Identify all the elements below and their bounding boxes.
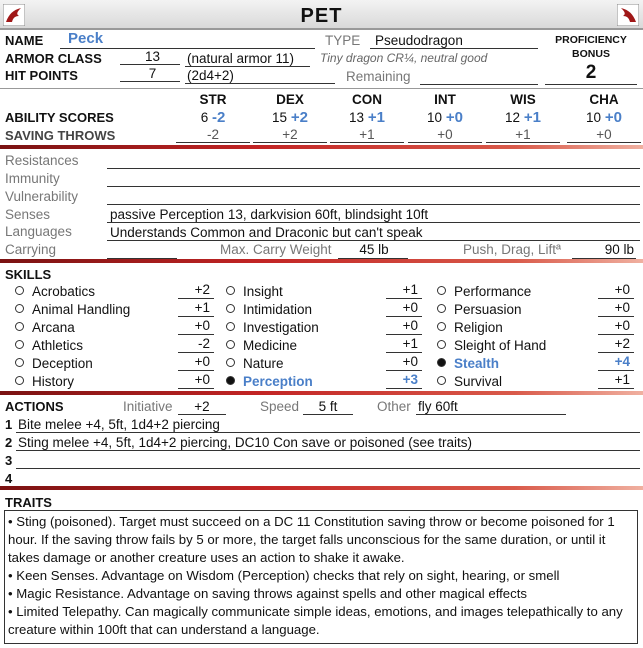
ability-modifier: +0 bbox=[604, 109, 622, 126]
trait-line: • Sting (poisoned). Target must succeed on a DC 11 Constitution saving throw or become poisoned for 1 hour. If the saving throw fails by 5 or more, the target falls unconscious for the same duration, or until it takes damage or another creature uses an action to shake it awake. bbox=[8, 514, 615, 565]
armor-note: (natural armor 11) bbox=[187, 51, 295, 66]
proficient-dot-icon[interactable] bbox=[226, 376, 235, 385]
senses-value[interactable]: passive Perception 13, darkvision 60ft, blindsight 10ft bbox=[110, 207, 429, 222]
languages-label: Languages bbox=[5, 224, 72, 239]
skill-name: Insight bbox=[243, 284, 283, 299]
skill-history[interactable] bbox=[15, 374, 74, 389]
skill-modifier[interactable]: +1 bbox=[614, 372, 630, 387]
proficiency-label: PROFICIENCY BONUS bbox=[555, 34, 627, 60]
trait-line: • Limited Telepathy. Can magically communicate simple ideas, emotions, and images telepathically to any creature within 100ft that can understand a language. bbox=[8, 604, 623, 637]
traits-box[interactable] bbox=[4, 510, 638, 644]
ability-header-str: STR bbox=[199, 92, 227, 107]
unproficient-dot-icon[interactable] bbox=[15, 322, 24, 331]
ability-score-value: 12 bbox=[505, 110, 521, 125]
unproficient-dot-icon[interactable] bbox=[437, 286, 446, 295]
unproficient-dot-icon[interactable] bbox=[226, 340, 235, 349]
ability-score-value: 6 bbox=[200, 110, 209, 125]
ability-score-wis[interactable] bbox=[488, 109, 558, 126]
ability-score-con[interactable] bbox=[332, 109, 402, 126]
senses-label: Senses bbox=[5, 207, 51, 222]
skill-name: Athletics bbox=[32, 338, 84, 353]
skill-athletics[interactable] bbox=[15, 338, 83, 353]
hit-points-value[interactable]: 7 bbox=[148, 66, 157, 81]
saving-throw-cha[interactable]: +0 bbox=[596, 127, 612, 142]
skill-performance[interactable] bbox=[437, 284, 531, 299]
skill-name: Sleight of Hand bbox=[454, 338, 547, 353]
immunity-label: Immunity bbox=[5, 171, 60, 186]
skill-modifier[interactable]: +0 bbox=[614, 318, 630, 333]
skill-name: Deception bbox=[32, 356, 93, 371]
traits-label: TRAITS bbox=[5, 495, 52, 510]
section-divider bbox=[0, 145, 643, 149]
saving-throws-label: SAVING THROWS bbox=[5, 128, 116, 143]
unproficient-dot-icon[interactable] bbox=[226, 304, 235, 313]
skill-name: Intimidation bbox=[243, 302, 313, 317]
unproficient-dot-icon[interactable] bbox=[15, 340, 24, 349]
push-drag-lift-value[interactable]: 90 lb bbox=[604, 242, 634, 257]
skill-name: Religion bbox=[454, 320, 503, 335]
unproficient-dot-icon[interactable] bbox=[226, 358, 235, 367]
saving-throw-wis[interactable]: +1 bbox=[515, 127, 531, 142]
ability-score-value: 15 bbox=[272, 110, 288, 125]
skill-modifier[interactable]: -2 bbox=[197, 336, 210, 351]
skill-name: Survival bbox=[454, 374, 503, 389]
skill-insight[interactable] bbox=[226, 284, 283, 299]
skill-name: Medicine bbox=[243, 338, 298, 353]
saving-throw-int[interactable]: +0 bbox=[437, 127, 453, 142]
skill-investigation[interactable] bbox=[226, 320, 319, 335]
unproficient-dot-icon[interactable] bbox=[437, 304, 446, 313]
skill-medicine[interactable] bbox=[226, 338, 297, 353]
skill-modifier[interactable]: +1 bbox=[402, 336, 418, 351]
action-number: 4 bbox=[5, 471, 13, 486]
skill-name: Persuasion bbox=[454, 302, 522, 317]
speed-value[interactable]: 5 ft bbox=[318, 399, 338, 414]
skill-modifier[interactable]: +4 bbox=[614, 354, 630, 369]
skill-name: Performance bbox=[454, 284, 532, 299]
skill-name: Investigation bbox=[243, 320, 319, 335]
skills-label: SKILLS bbox=[5, 267, 52, 282]
proficiency-bonus[interactable]: 2 bbox=[585, 62, 597, 83]
skill-modifier[interactable]: +1 bbox=[402, 282, 418, 297]
ability-score-value: 10 bbox=[586, 110, 602, 125]
ability-score-dex[interactable] bbox=[255, 109, 325, 126]
unproficient-dot-icon[interactable] bbox=[226, 322, 235, 331]
skill-name: Acrobatics bbox=[32, 284, 96, 299]
action-number: 2 bbox=[5, 435, 13, 450]
skill-name: Stealth bbox=[454, 356, 500, 371]
ability-score-value: 10 bbox=[427, 110, 443, 125]
speed-label: Speed bbox=[260, 399, 300, 414]
saving-throw-con[interactable]: +1 bbox=[359, 127, 375, 142]
ability-header-int: INT bbox=[434, 92, 456, 107]
skill-modifier[interactable]: +2 bbox=[194, 282, 210, 297]
skill-name: Nature bbox=[243, 356, 284, 371]
skill-modifier[interactable]: +1 bbox=[194, 300, 210, 315]
ability-score-cha[interactable] bbox=[569, 109, 639, 126]
type-label: TYPE bbox=[325, 33, 361, 48]
skill-modifier[interactable]: +0 bbox=[402, 318, 418, 333]
unproficient-dot-icon[interactable] bbox=[437, 322, 446, 331]
name-label: NAME bbox=[5, 33, 44, 48]
action-number: 3 bbox=[5, 453, 13, 468]
pet-type[interactable]: Pseudodragon bbox=[375, 33, 463, 48]
actions-label: ACTIONS bbox=[5, 399, 64, 414]
initiative-label: Initiative bbox=[123, 399, 173, 414]
section-divider bbox=[0, 391, 643, 395]
skill-perception[interactable] bbox=[226, 374, 313, 389]
saving-throw-dex[interactable]: +2 bbox=[282, 127, 298, 142]
skill-survival[interactable] bbox=[437, 374, 502, 389]
action-text[interactable]: Sting melee +4, 5ft, 1d4+2 piercing, DC10 Con save or poisoned (see traits) bbox=[18, 435, 473, 450]
unproficient-dot-icon[interactable] bbox=[15, 376, 24, 385]
unproficient-dot-icon[interactable] bbox=[437, 340, 446, 349]
ability-header-cha: CHA bbox=[589, 92, 619, 107]
skill-religion[interactable] bbox=[437, 320, 503, 335]
ability-score-value: 13 bbox=[349, 110, 365, 125]
skill-modifier[interactable]: +3 bbox=[402, 372, 418, 387]
remaining-label: Remaining bbox=[346, 69, 411, 84]
proficient-dot-icon[interactable] bbox=[437, 358, 446, 367]
skill-intimidation[interactable] bbox=[226, 302, 312, 317]
unproficient-dot-icon[interactable] bbox=[15, 304, 24, 313]
ability-modifier: +1 bbox=[523, 109, 541, 126]
ability-scores-label: ABILITY SCORES bbox=[5, 110, 114, 125]
skill-name: Arcana bbox=[32, 320, 75, 335]
max-carry-value[interactable]: 45 lb bbox=[359, 242, 389, 257]
ability-score-int[interactable] bbox=[410, 109, 480, 126]
ability-header-dex: DEX bbox=[276, 92, 304, 107]
saving-throw-str[interactable]: -2 bbox=[206, 127, 219, 142]
skill-acrobatics[interactable] bbox=[15, 284, 95, 299]
resistances-label: Resistances bbox=[5, 153, 79, 168]
skill-modifier[interactable]: +0 bbox=[194, 372, 210, 387]
ability-header-wis: WIS bbox=[510, 92, 536, 107]
skill-animal-handling[interactable] bbox=[15, 302, 130, 317]
section-divider bbox=[0, 259, 643, 263]
skill-modifier[interactable]: +0 bbox=[614, 300, 630, 315]
skill-modifier[interactable]: +0 bbox=[614, 282, 630, 297]
unproficient-dot-icon[interactable] bbox=[15, 358, 24, 367]
other-speed-label: Other bbox=[377, 399, 411, 414]
skill-nature[interactable] bbox=[226, 356, 284, 371]
type-subtitle: Tiny dragon CR¼, neutral good bbox=[320, 51, 488, 65]
push-drag-lift-label: Push, Drag, Liftª bbox=[463, 242, 562, 257]
skill-modifier[interactable]: +0 bbox=[402, 300, 418, 315]
unproficient-dot-icon[interactable] bbox=[437, 376, 446, 385]
trait-line: • Magic Resistance. Advantage on saving throws against spells and other magical effects bbox=[8, 586, 527, 601]
pet-name[interactable]: Peck bbox=[68, 30, 104, 47]
initiative-value[interactable]: +2 bbox=[194, 399, 210, 414]
ability-modifier: +2 bbox=[290, 109, 308, 126]
skill-arcana[interactable] bbox=[15, 320, 75, 335]
languages-value[interactable]: Understands Common and Draconic but can't speak bbox=[110, 225, 423, 240]
ability-score-str[interactable] bbox=[178, 109, 248, 126]
action-text[interactable]: Bite melee +4, 5ft, 1d4+2 piercing bbox=[18, 417, 220, 432]
skill-name: Perception bbox=[243, 374, 313, 389]
skill-modifier[interactable]: +0 bbox=[194, 354, 210, 369]
armor-class-label: ARMOR CLASS bbox=[5, 51, 102, 66]
skill-modifier[interactable]: +0 bbox=[402, 354, 418, 369]
armor-class-value[interactable]: 13 bbox=[144, 49, 161, 64]
hit-dice: (2d4+2) bbox=[187, 68, 234, 83]
skill-name: History bbox=[32, 374, 75, 389]
section-divider bbox=[0, 486, 643, 490]
ability-modifier: -2 bbox=[211, 109, 226, 126]
skill-deception[interactable] bbox=[15, 356, 93, 371]
skill-modifier[interactable]: +2 bbox=[614, 336, 630, 351]
carrying-label: Carrying bbox=[5, 242, 57, 257]
unproficient-dot-icon[interactable] bbox=[226, 286, 235, 295]
unproficient-dot-icon[interactable] bbox=[15, 286, 24, 295]
skill-sleight-of-hand[interactable] bbox=[437, 338, 546, 353]
ability-header-con: CON bbox=[352, 92, 382, 107]
skill-persuasion[interactable] bbox=[437, 302, 522, 317]
skill-stealth[interactable] bbox=[437, 356, 499, 371]
skill-modifier[interactable]: +0 bbox=[194, 318, 210, 333]
max-carry-label: Max. Carry Weight bbox=[220, 242, 332, 257]
ability-modifier: +1 bbox=[367, 109, 385, 126]
trait-line: • Keen Senses. Advantage on Wisdom (Perception) checks that rely on sight, hearing, or smell bbox=[8, 568, 560, 583]
ability-modifier: +0 bbox=[445, 109, 463, 126]
skill-name: Animal Handling bbox=[32, 302, 131, 317]
page-title: PET bbox=[300, 5, 343, 27]
vulnerability-label: Vulnerability bbox=[5, 189, 79, 204]
action-number: 1 bbox=[5, 417, 13, 432]
other-speed-value[interactable]: fly 60ft bbox=[418, 399, 458, 414]
hit-points-label: HIT POINTS bbox=[5, 68, 78, 83]
